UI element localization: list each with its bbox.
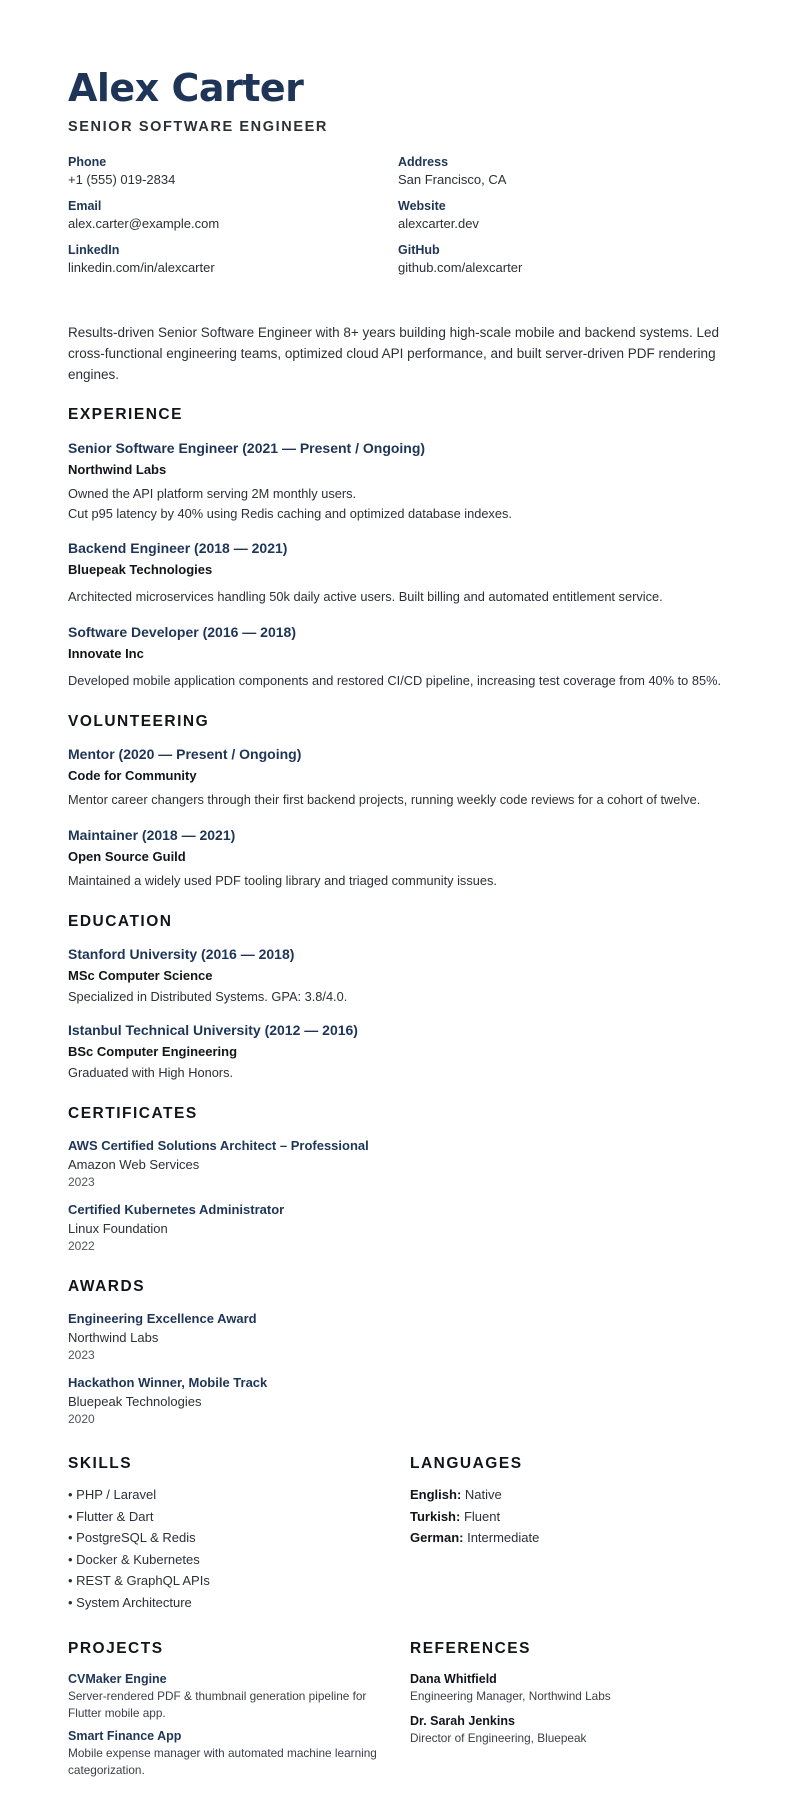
description-line: Developed mobile application components and restored CI/CD pipeline, increasing test coverage from 40% to 85%. xyxy=(68,672,722,688)
description-line: Architected microservices handling 50k daily active users. Built billing and automated entitlement service. xyxy=(68,589,663,604)
candidate-role: SENIOR SOFTWARE ENGINEER xyxy=(68,119,328,135)
reference-title: Engineering Manager, Northwind Labs xyxy=(410,1689,611,1703)
entry-organization: Northwind Labs xyxy=(68,462,167,477)
entry-title: Senior Software Engineer (2021 — Present / Ongoing) xyxy=(68,440,426,456)
entry-description xyxy=(68,1064,728,1083)
description-line: Mentor career changers through their first backend projects, running weekly code reviews for a cohort of twelve. xyxy=(68,792,701,807)
award-title: Hackathon Winner, Mobile Track xyxy=(68,1375,268,1390)
section-title: EDUCATION xyxy=(68,913,173,930)
section-title: AWARDS xyxy=(68,1278,146,1295)
award-issuer: Bluepeak Technologies xyxy=(68,1394,202,1409)
award-year: 2023 xyxy=(68,1348,95,1362)
description-line: Specialized in Distributed Systems. GPA: 3.8/4.0. xyxy=(68,989,348,1004)
contact-address xyxy=(398,154,728,189)
award-year: 2020 xyxy=(68,1412,95,1426)
section-title: PROJECTS xyxy=(68,1640,164,1657)
project-entry xyxy=(68,1728,410,1779)
contact-website xyxy=(398,198,728,233)
entry-description xyxy=(68,672,728,691)
resume-header xyxy=(68,66,728,136)
contact-value[interactable]: github.com/alexcarter xyxy=(398,260,523,275)
resume-page xyxy=(68,66,728,1779)
contact-linkedin xyxy=(68,242,398,277)
contact-github xyxy=(398,242,728,277)
professional-summary: Results-driven Senior Software Engineer with 8+ years building high-scale mobile and backend systems. Led cross-functional engineering teams, optimized cloud API performance, and built server-driven PDF rendering engines. xyxy=(68,325,719,382)
certificate-title: Certified Kubernetes Administrator xyxy=(68,1202,285,1217)
education-entry xyxy=(68,945,728,1007)
certificate-year: 2023 xyxy=(68,1175,95,1189)
certificate-issuer: Linux Foundation xyxy=(68,1221,168,1236)
award-entry xyxy=(68,1374,728,1428)
contact-value[interactable]: alex.carter@example.com xyxy=(68,216,220,231)
award-issuer: Northwind Labs xyxy=(68,1330,159,1345)
contact-label: Address xyxy=(398,155,449,169)
entry-description xyxy=(68,872,728,891)
language-name: English: xyxy=(410,1487,462,1502)
reference-title: Director of Engineering, Bluepeak xyxy=(410,1731,587,1745)
skills-list xyxy=(68,1484,410,1613)
references-section xyxy=(410,1639,728,1779)
candidate-name: Alex Carter xyxy=(68,66,304,110)
description-line: Maintained a widely used PDF tooling library and triaged community issues. xyxy=(68,872,497,888)
experience-entry xyxy=(68,623,728,691)
language-item xyxy=(410,1527,728,1549)
awards-section xyxy=(68,1277,728,1428)
project-title: CVMaker Engine xyxy=(68,1672,167,1686)
skills-languages-row xyxy=(68,1454,728,1613)
project-title: Smart Finance App xyxy=(68,1729,182,1743)
projects-section xyxy=(68,1639,410,1779)
language-name: Turkish: xyxy=(410,1508,461,1524)
award-entry xyxy=(68,1310,728,1364)
certificate-entry xyxy=(68,1137,728,1191)
certificate-year: 2022 xyxy=(68,1239,95,1253)
experience-section xyxy=(68,405,728,690)
languages-section xyxy=(410,1454,728,1613)
language-item xyxy=(410,1506,728,1528)
education-entry xyxy=(68,1021,728,1083)
contact-value: +1 (555) 019-2834 xyxy=(68,172,176,187)
section-title: CERTIFICATES xyxy=(68,1105,198,1122)
section-title: EXPERIENCE xyxy=(68,406,183,423)
entry-title: Maintainer (2018 — 2021) xyxy=(68,826,236,843)
reference-entry xyxy=(410,1713,728,1747)
language-level: Native xyxy=(464,1487,502,1502)
certificates-section xyxy=(68,1104,728,1255)
contact-value: San Francisco, CA xyxy=(398,172,507,187)
language-name: German: xyxy=(410,1530,464,1545)
contact-email xyxy=(68,198,398,233)
experience-entry xyxy=(68,439,728,523)
contact-value[interactable]: linkedin.com/in/alexcarter xyxy=(68,260,215,275)
description-line: Graduated with High Honors. xyxy=(68,1064,234,1080)
contact-label: Phone xyxy=(68,155,107,169)
entry-description xyxy=(68,485,728,523)
volunteering-section xyxy=(68,712,728,890)
reference-entry xyxy=(410,1671,728,1705)
experience-entry xyxy=(68,539,728,607)
entry-organization: Open Source Guild xyxy=(68,848,186,864)
section-title: LANGUAGES xyxy=(410,1455,523,1472)
language-item xyxy=(410,1484,728,1506)
reference-name: Dana Whitfield xyxy=(410,1672,497,1686)
education-section xyxy=(68,912,728,1082)
entry-degree: BSc Computer Engineering xyxy=(68,1043,238,1059)
skill-item: • Docker & Kubernetes xyxy=(68,1551,200,1567)
project-entry xyxy=(68,1671,410,1722)
contact-grid xyxy=(68,154,728,277)
project-description: Mobile expense manager with automated machine learning categorization. xyxy=(68,1746,377,1777)
certificate-entry xyxy=(68,1201,728,1255)
entry-title: Stanford University (2016 — 2018) xyxy=(68,946,295,962)
volunteering-entry xyxy=(68,745,728,810)
volunteering-entry xyxy=(68,826,728,891)
certificate-title: AWS Certified Solutions Architect – Professional xyxy=(68,1138,369,1153)
section-title: REFERENCES xyxy=(410,1640,531,1657)
skill-item: • Flutter & Dart xyxy=(68,1508,154,1524)
entry-description xyxy=(68,791,728,810)
entry-degree: MSc Computer Science xyxy=(68,968,213,983)
entry-title: Backend Engineer (2018 — 2021) xyxy=(68,540,288,556)
contact-label: Email xyxy=(68,199,102,213)
reference-name: Dr. Sarah Jenkins xyxy=(410,1714,515,1728)
project-description: Server-rendered PDF & thumbnail generation pipeline for Flutter mobile app. xyxy=(68,1689,367,1720)
entry-title: Software Developer (2016 — 2018) xyxy=(68,623,296,640)
contact-value[interactable]: alexcarter.dev xyxy=(398,216,479,231)
section-title: VOLUNTEERING xyxy=(68,713,210,730)
skill-item: • PHP / Laravel xyxy=(68,1487,157,1502)
skills-section xyxy=(68,1454,410,1613)
language-level: Fluent xyxy=(463,1508,501,1524)
entry-organization: Bluepeak Technologies xyxy=(68,562,213,577)
skill-item: • System Architecture xyxy=(68,1594,192,1610)
contact-phone xyxy=(68,154,398,189)
skill-item: • REST & GraphQL APIs xyxy=(68,1573,210,1588)
language-level: Intermediate xyxy=(467,1530,540,1545)
entry-description xyxy=(68,988,728,1007)
entry-description xyxy=(68,588,728,607)
projects-references-row xyxy=(68,1639,728,1779)
section-title: SKILLS xyxy=(68,1455,133,1472)
contact-label: GitHub xyxy=(398,243,440,257)
entry-title: Mentor (2020 — Present / Ongoing) xyxy=(68,746,302,762)
skill-item: • PostgreSQL & Redis xyxy=(68,1530,196,1545)
entry-organization: Code for Community xyxy=(68,768,197,783)
description-line: Cut p95 latency by 40% using Redis caching and optimized database indexes. xyxy=(68,505,512,521)
entry-title: Istanbul Technical University (2012 — 2016) xyxy=(68,1021,358,1038)
entry-organization: Innovate Inc xyxy=(68,645,144,661)
description-line: Owned the API platform serving 2M monthly users. xyxy=(68,486,357,501)
languages-list xyxy=(410,1484,728,1549)
contact-label: LinkedIn xyxy=(68,243,120,257)
certificate-issuer: Amazon Web Services xyxy=(68,1157,200,1172)
award-title: Engineering Excellence Award xyxy=(68,1311,257,1326)
contact-label: Website xyxy=(398,199,446,213)
